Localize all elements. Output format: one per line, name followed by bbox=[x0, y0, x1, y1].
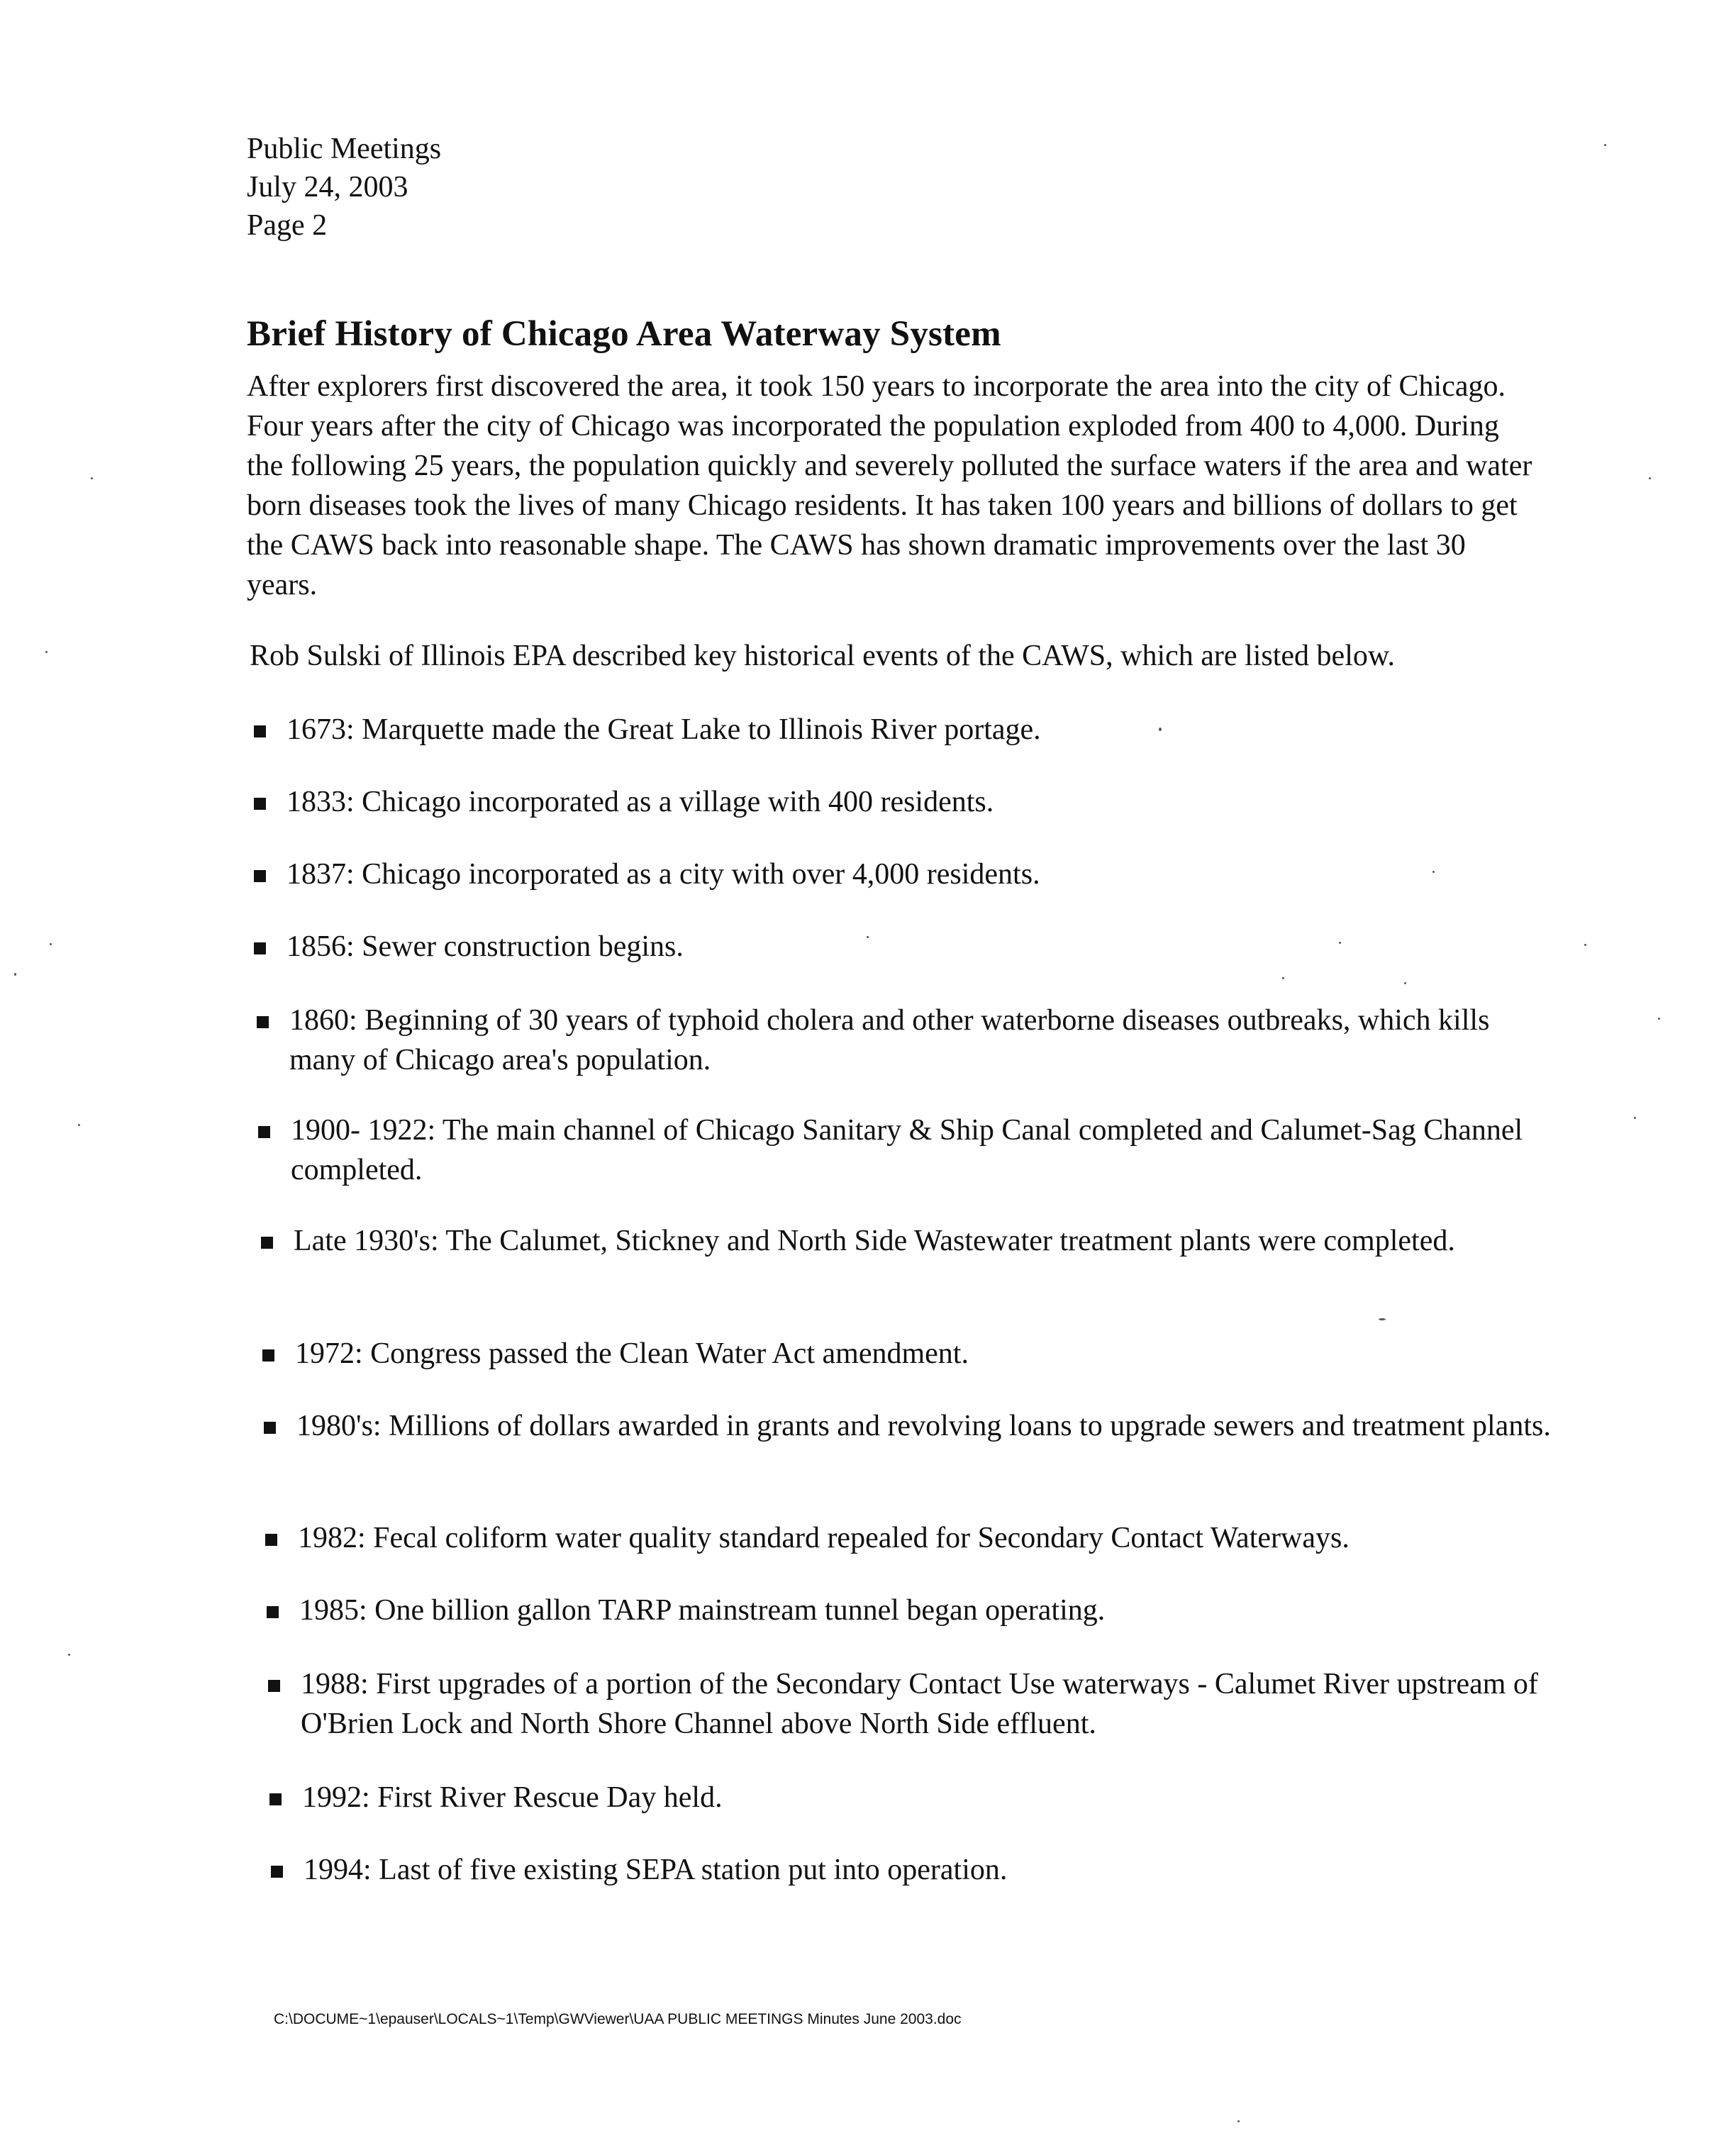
timeline-item bbox=[268, 1664, 1559, 1744]
scan-speck bbox=[1584, 944, 1586, 946]
scan-speck bbox=[45, 651, 48, 653]
timeline-item-text: Late 1930's: The Calumet, Stickney and North Side Wastewater treatment plants were completed. bbox=[294, 1225, 1455, 1257]
square-bullet-icon bbox=[264, 1422, 276, 1434]
scan-speck bbox=[1339, 942, 1341, 944]
timeline-item-text: 1994: Last of five existing SEPA station put into operation. bbox=[304, 1854, 1008, 1886]
scan-speck bbox=[1159, 728, 1162, 731]
header-page-number: Page 2 bbox=[247, 209, 328, 242]
timeline-item bbox=[258, 1110, 1549, 1190]
timeline-item bbox=[271, 1850, 1562, 1890]
square-bullet-icon bbox=[269, 1793, 282, 1805]
timeline-item-text: 1900- 1922: The main channel of Chicago Sanitary & Ship Canal completed and Calumet-Sag Channel completed. bbox=[291, 1114, 1523, 1186]
square-bullet-icon bbox=[261, 1237, 273, 1249]
scan-speck bbox=[1404, 982, 1406, 984]
timeline-item bbox=[254, 782, 1545, 822]
scan-speck bbox=[1432, 871, 1435, 873]
timeline-item-text: 1833: Chicago incorporated as a village with 400 residents. bbox=[286, 786, 994, 818]
timeline-item bbox=[267, 1591, 1557, 1630]
scan-speck bbox=[1604, 144, 1606, 146]
square-bullet-icon bbox=[254, 942, 266, 954]
square-bullet-icon bbox=[262, 1349, 274, 1361]
scan-speck bbox=[78, 1124, 80, 1126]
square-bullet-icon bbox=[268, 1680, 280, 1692]
timeline-item bbox=[257, 1001, 1547, 1080]
scan-speck bbox=[91, 477, 93, 479]
square-bullet-icon bbox=[267, 1606, 279, 1618]
scan-speck bbox=[14, 973, 16, 976]
square-bullet-icon bbox=[254, 870, 266, 882]
scan-speck bbox=[1634, 1117, 1636, 1119]
scan-speck bbox=[1282, 977, 1284, 979]
timeline-item-text: 1988: First upgrades of a portion of the Secondary Contact Use waterways - Calumet River upstream of O'Brien Lock and North Shore Channel above North Side effluent. bbox=[301, 1668, 1538, 1740]
scan-speck bbox=[867, 936, 869, 938]
scan-speck bbox=[50, 943, 52, 945]
header-meeting-name: Public Meetings bbox=[247, 133, 442, 165]
square-bullet-icon bbox=[258, 1126, 270, 1138]
timeline-item bbox=[254, 927, 1545, 967]
timeline-item bbox=[264, 1406, 1554, 1446]
scan-speck bbox=[1649, 477, 1651, 479]
scan-speck bbox=[1658, 1018, 1660, 1020]
timeline-item bbox=[261, 1221, 1552, 1261]
lead-paragraph: Rob Sulski of Illinois EPA described key historical events of the CAWS, which are listed below. bbox=[250, 640, 1395, 672]
timeline-item-text: 1673: Marquette made the Great Lake to Illinois River portage. bbox=[286, 713, 1041, 746]
scan-speck bbox=[1379, 1318, 1386, 1320]
header-date: July 24, 2003 bbox=[247, 171, 408, 204]
timeline-item-text: 1856: Sewer construction begins. bbox=[286, 930, 684, 963]
timeline-item bbox=[262, 1334, 1553, 1374]
timeline-item-text: 1972: Congress passed the Clean Water Act amendment. bbox=[295, 1337, 969, 1370]
timeline-item-text: 1992: First River Rescue Day held. bbox=[302, 1781, 723, 1814]
timeline-item bbox=[254, 854, 1545, 894]
square-bullet-icon bbox=[257, 1016, 269, 1028]
timeline-item-text: 1982: Fecal coliform water quality standard repealed for Secondary Contact Waterways. bbox=[298, 1522, 1350, 1554]
scan-speck bbox=[68, 1654, 70, 1656]
timeline-item bbox=[254, 710, 1545, 750]
square-bullet-icon bbox=[265, 1534, 277, 1546]
timeline-item bbox=[269, 1778, 1560, 1817]
section-title: Brief History of Chicago Area Waterway System bbox=[247, 314, 1001, 354]
intro-paragraph: After explorers first discovered the area, it took 150 years to incorporate the area into the city of Chicago. Four years after the city of Chicago was incorporated the population exploded from 400 to 4,000. During the following 25 years, the population quickly and severely polluted the surface waters if the area and water born diseases took the lives of many Chicago residents. It has taken 100 years and billions of dollars to get the CAWS back into reasonable shape. The CAWS has shown dramatic improvements over the last 30 years. bbox=[247, 370, 1532, 601]
timeline-item bbox=[265, 1518, 1556, 1558]
timeline-item-text: 1837: Chicago incorporated as a city with over 4,000 residents. bbox=[286, 858, 1040, 891]
file-path-footer: C:\DOCUME~1\epauser\LOCALS~1\Temp\GWViewer\UAA PUBLIC MEETINGS Minutes June 2003.doc bbox=[274, 2011, 962, 2027]
square-bullet-icon bbox=[254, 725, 266, 737]
scan-speck bbox=[1237, 2120, 1240, 2122]
timeline-item-text: 1860: Beginning of 30 years of typhoid cholera and other waterborne diseases outbreaks, which kills many of Chicago area's population. bbox=[289, 1004, 1490, 1076]
square-bullet-icon bbox=[271, 1866, 283, 1878]
square-bullet-icon bbox=[254, 798, 266, 810]
timeline-item-text: 1980's: Millions of dollars awarded in grants and revolving loans to upgrade sewers and treatment plants. bbox=[296, 1410, 1551, 1442]
memo-header bbox=[247, 130, 441, 245]
timeline-item-text: 1985: One billion gallon TARP mainstream tunnel began operating. bbox=[299, 1594, 1106, 1627]
